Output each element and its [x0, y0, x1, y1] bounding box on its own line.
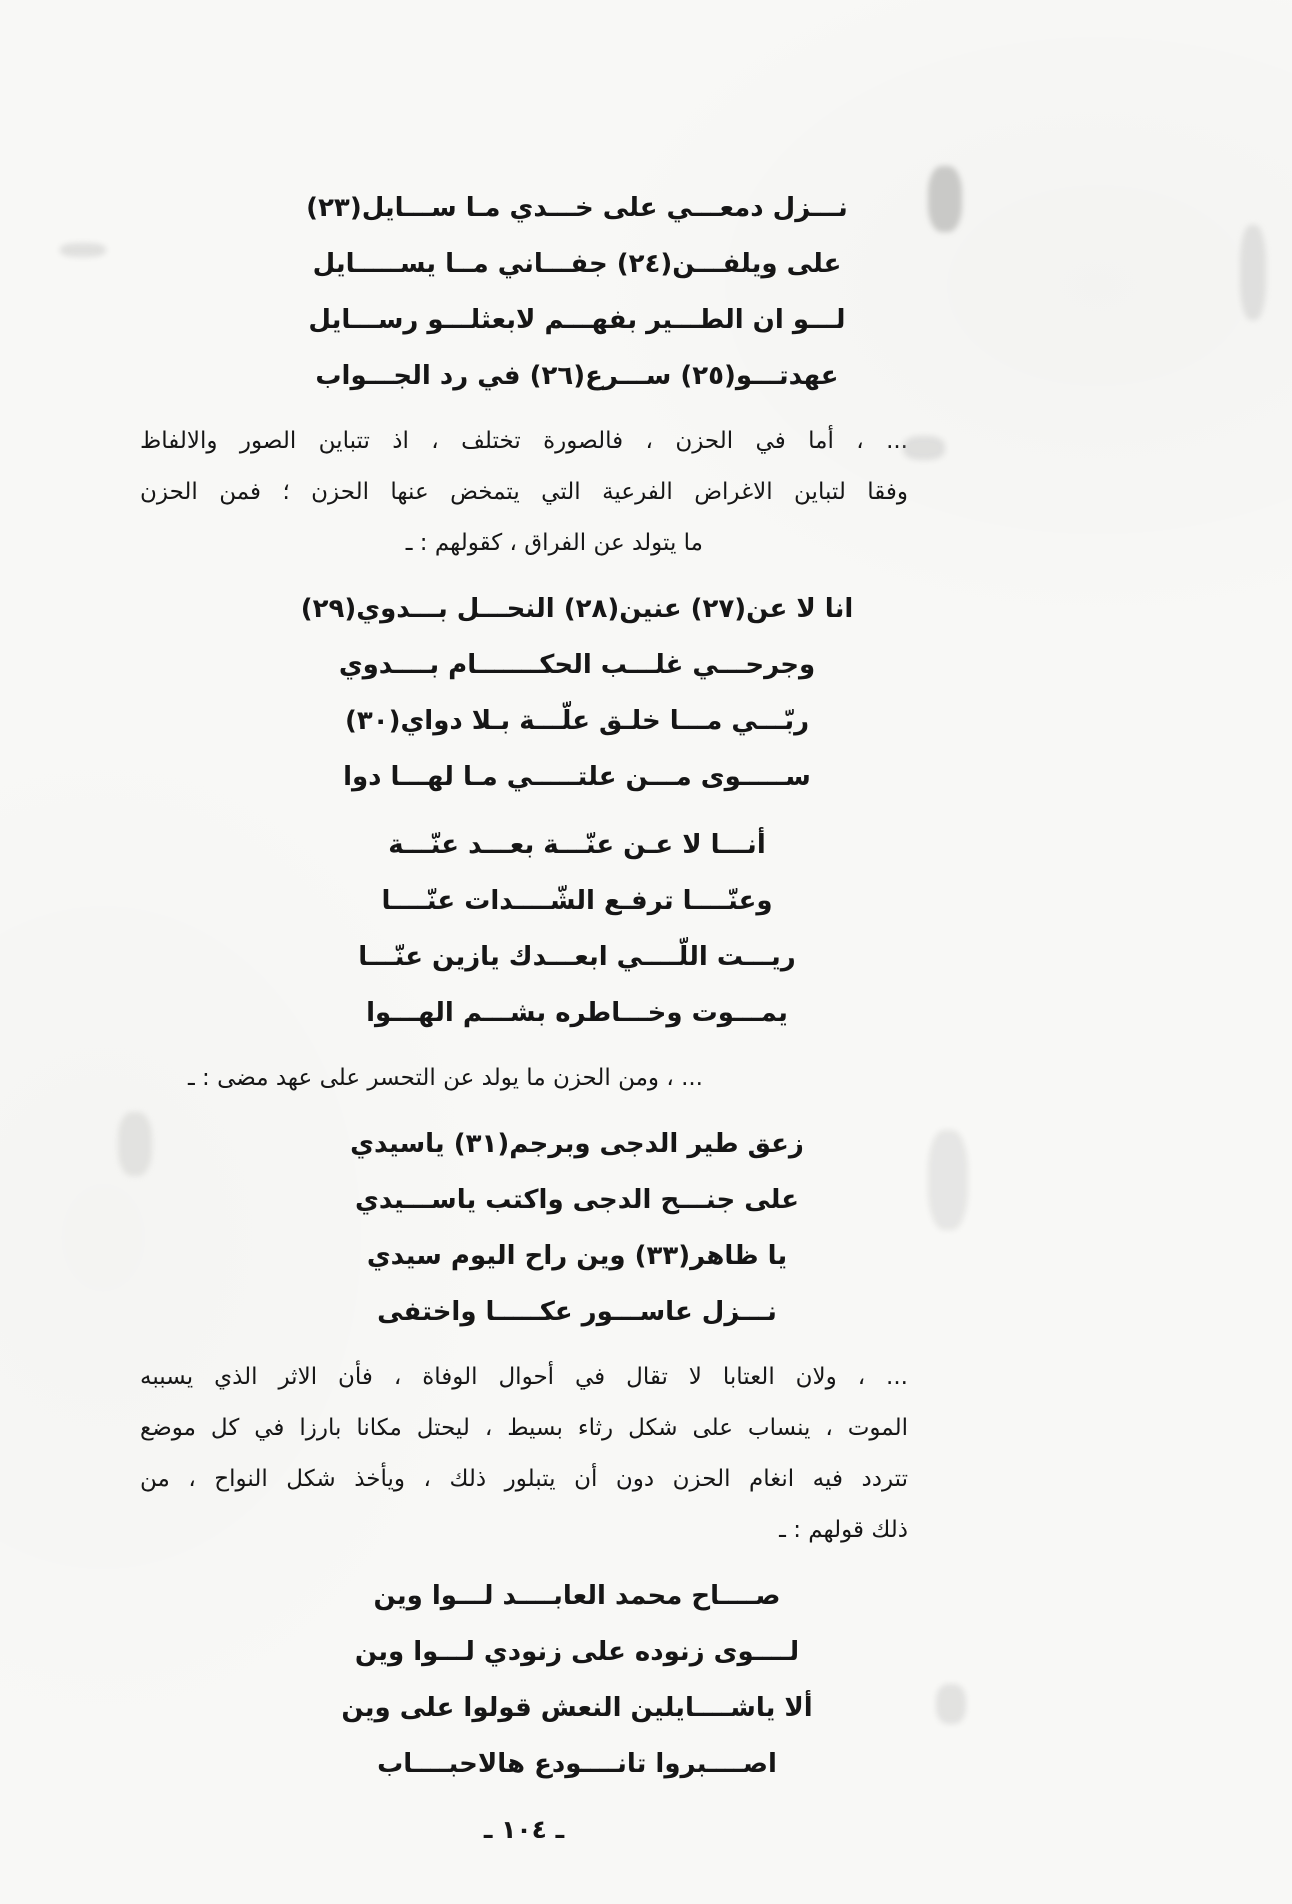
poem-verse: صــــاح محمد العابــــد لـــوا وين	[373, 1581, 781, 1611]
poem-stanza-1	[193, 180, 961, 404]
poem-verse: ألا ياشــــايلين النعش قولوا على وين	[341, 1693, 813, 1723]
poem-verse: ســـــوى مـــن علتـــــي مـا لهـــا دوا	[343, 762, 811, 792]
scan-smudge	[903, 436, 945, 460]
scan-smudge	[936, 1684, 966, 1724]
prose-line: الموت ، ينساب على شكل رثاء بسيط ، ليحتل مكانا بارزا في كل موضع	[140, 1415, 908, 1441]
poem-verse: زعق طير الدجى وبرجم(٣١) ياسيدي	[350, 1129, 804, 1159]
prose-line: ... ، أما في الحزن ، فالصورة تختلف ، اذ تتباين الصور والالفاظ	[140, 428, 908, 454]
prose-line: ذلك قولهم : ـ	[779, 1517, 908, 1543]
poem-verse: على ويلفـــن(٢٤) جفـــاني مــا يســـــايل	[312, 249, 842, 279]
poem-verse: نـــزل عاســـور عكـــــا واختفى	[377, 1297, 777, 1327]
scan-smudge	[118, 1112, 152, 1176]
page-content	[140, 180, 908, 1850]
poem-verse: وجرحـــي غلـــب الحكـــــــام بــــدوي	[338, 650, 816, 680]
prose-line: ... ، ولان العتابا لا تقال في أحوال الوفاة ، فأن الاثر الذي يسببه	[140, 1364, 908, 1390]
poem-stanza-5	[193, 1568, 961, 1792]
prose-line: ... ، ومن الحزن ما يولد عن التحسر على عهد مضى : ـ	[188, 1065, 703, 1091]
poem-verse: على جنـــح الدجى واكتب ياســـيدي	[355, 1185, 799, 1215]
poem-verse: ريـــت اللّــــي ابعـــدك يازين عنّـــا	[358, 942, 796, 972]
scan-smudge	[60, 243, 106, 257]
poem-verse: اصــــبروا تانــــودع هالاحبــــاب	[377, 1749, 777, 1779]
scan-smudge	[1240, 225, 1266, 320]
prose-line: وفقا لتباين الاغراض الفرعية التي يتمخض عنها الحزن ؛ فمن الحزن	[140, 479, 908, 505]
poem-verse: لــــوى زنوده على زنودي لـــوا وين	[354, 1637, 800, 1667]
poem-stanza-3	[193, 817, 961, 1041]
poem-verse: أنـــا لا عـن عنّـــة بعـــد عنّـــة	[388, 830, 766, 860]
prose-paragraph-2	[140, 1053, 908, 1104]
scan-smudge	[928, 166, 962, 232]
poem-verse: عهدتـــو(٢٥) ســـرع(٢٦) في رد الجـــواب	[315, 361, 839, 391]
poem-verse: انا لا عن(٢٧) عنين(٢٨) النحـــل بـــدوي(٢٩)	[300, 594, 854, 624]
poem-verse: ربّـــي مـــا خلـق علّـــة بـلا دواي(٣٠)	[344, 706, 810, 736]
prose-paragraph-3	[140, 1352, 908, 1556]
poem-stanza-4	[193, 1116, 961, 1340]
page-number: ـ ١٠٤ ـ	[483, 1815, 565, 1844]
poem-verse: يا ظاهر(٣٣) وين راح اليوم سيدي	[366, 1241, 788, 1271]
poem-stanza-2	[193, 581, 961, 805]
poem-verse: وعنّــــا ترفـع الشّــــدات عنّــــا	[381, 886, 773, 916]
prose-line: تتردد فيه انغام الحزن دون أن يتبلور ذلك ، ويأخذ شكل النواح ، من	[140, 1466, 908, 1492]
poem-verse: لـــو ان الطـــير بفهـــم لابعثلـــو رســـايل	[308, 305, 846, 335]
poem-verse: يمـــوت وخـــاطره بشـــم الهـــوا	[366, 998, 788, 1028]
scan-smudge	[928, 1130, 968, 1230]
prose-line: ما يتولد عن الفراق ، كقولهم : ـ	[405, 530, 703, 556]
prose-paragraph-1	[140, 416, 908, 569]
poem-verse: نـــزل دمعـــي على خـــدي مـا ســـايل(٢٣)	[306, 193, 848, 223]
